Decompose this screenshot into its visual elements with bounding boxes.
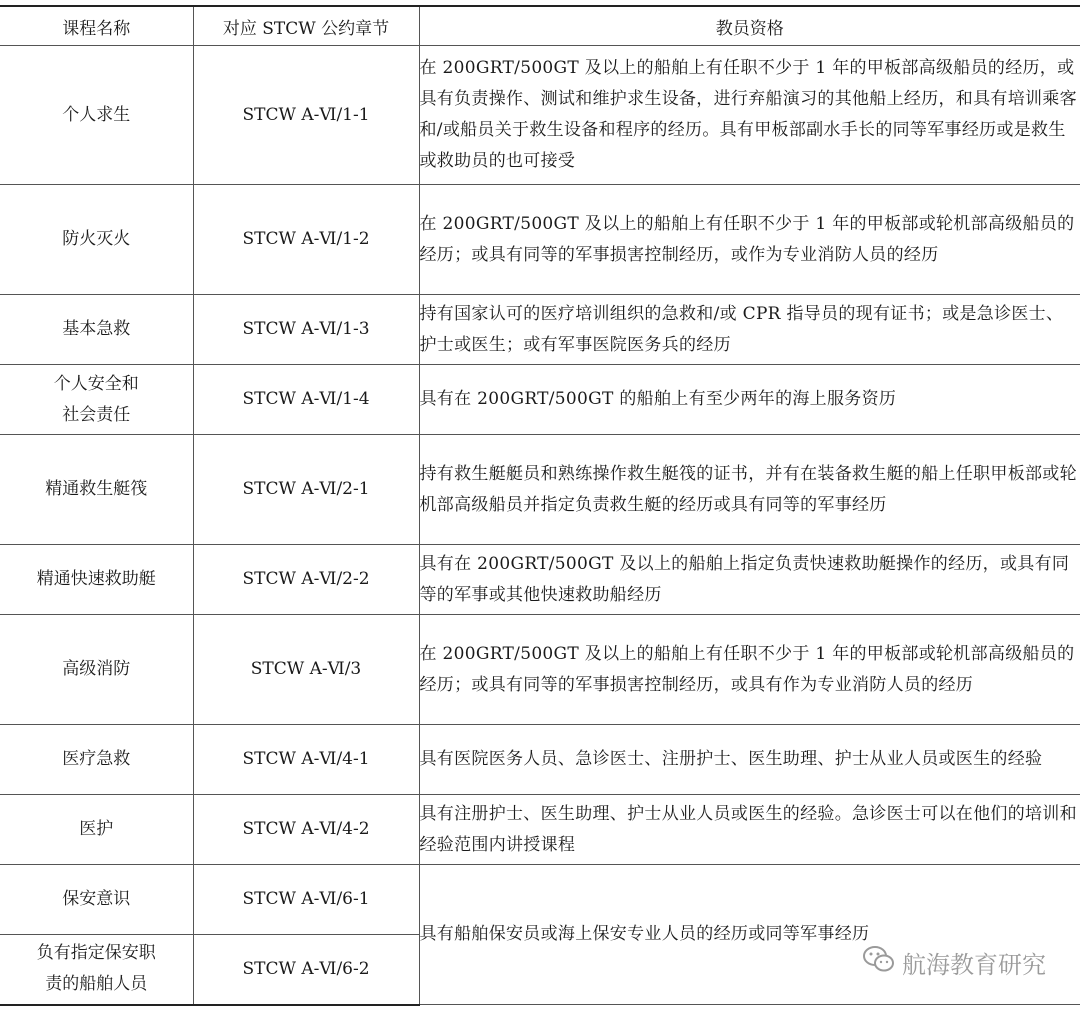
instructor-qualification: 具有在 200GRT/500GT 及以上的船舶上指定负责快速救助艇操作的经历，或具有同等的军事或其他快速救助船经历 <box>419 545 1080 615</box>
course-name: 精通救生艇筏 <box>0 435 193 545</box>
course-name: 医护 <box>0 795 193 865</box>
instructor-qualification: 具有船舶保安员或海上保安专业人员的经历或同等军事经历 <box>419 865 1080 1005</box>
course-name: 基本急救 <box>0 295 193 365</box>
course-name: 个人求生 <box>0 46 193 185</box>
table-row <box>0 615 1080 725</box>
instructor-qualification: 持有国家认可的医疗培训组织的急救和/或 CPR 指导员的现有证书；或是急诊医士、护士或医生；或有军事医院医务兵的经历 <box>419 295 1080 365</box>
course-name: 高级消防 <box>0 615 193 725</box>
course-name: 个人安全和社会责任 <box>0 365 193 435</box>
header-qualification: 教员资格 <box>419 6 1080 46</box>
instructor-qualification-table <box>0 5 1080 1006</box>
stcw-section: STCW A-Ⅵ/1-3 <box>193 295 419 365</box>
instructor-qualification: 在 200GRT/500GT 及以上的船舶上有任职不少于 1 年的甲板部或轮机部高级船员的经历；或具有同等的军事损害控制经历，或作为专业消防人员的经历 <box>419 185 1080 295</box>
stcw-section: STCW A-Ⅵ/3 <box>193 615 419 725</box>
stcw-section: STCW A-Ⅵ/2-2 <box>193 545 419 615</box>
stcw-section: STCW A-Ⅵ/6-2 <box>193 935 419 1005</box>
instructor-qualification: 持有救生艇艇员和熟练操作救生艇筏的证书，并有在装备救生艇的船上任职甲板部或轮机部高级船员并指定负责救生艇的经历或具有同等的军事经历 <box>419 435 1080 545</box>
table-row <box>0 185 1080 295</box>
instructor-qualification: 具有医院医务人员、急诊医士、注册护士、医生助理、护士从业人员或医生的经验 <box>419 725 1080 795</box>
table-row <box>0 295 1080 365</box>
course-name: 医疗急救 <box>0 725 193 795</box>
watermark-text: 航海教育研究 <box>902 950 1046 979</box>
stcw-section: STCW A-Ⅵ/1-2 <box>193 185 419 295</box>
instructor-qualification: 在 200GRT/500GT 及以上的船舶上有任职不少于 1 年的甲板部或轮机部高级船员的经历；或具有同等的军事损害控制经历，或具有作为专业消防人员的经历 <box>419 615 1080 725</box>
wechat-watermark <box>862 944 1046 980</box>
table-row <box>0 435 1080 545</box>
instructor-qualification: 具有注册护士、医生助理、护士从业人员或医生的经验。急诊医士可以在他们的培训和经验范围内讲授课程 <box>419 795 1080 865</box>
table-body <box>0 46 1080 1005</box>
course-name: 防火灭火 <box>0 185 193 295</box>
table-row <box>0 865 1080 935</box>
stcw-section: STCW A-Ⅵ/2-1 <box>193 435 419 545</box>
stcw-section: STCW A-Ⅵ/6-1 <box>193 865 419 935</box>
stcw-section: STCW A-Ⅵ/4-1 <box>193 725 419 795</box>
instructor-qualification: 具有在 200GRT/500GT 的船舶上有至少两年的海上服务资历 <box>419 365 1080 435</box>
table-row <box>0 725 1080 795</box>
stcw-section: STCW A-Ⅵ/4-2 <box>193 795 419 865</box>
table-header <box>0 6 1080 46</box>
stcw-section: STCW A-Ⅵ/1-4 <box>193 365 419 435</box>
course-name: 精通快速救助艇 <box>0 545 193 615</box>
header-row <box>0 6 1080 46</box>
header-section: 对应 STCW 公约章节 <box>193 6 419 46</box>
table-row <box>0 46 1080 185</box>
stcw-section: STCW A-Ⅵ/1-1 <box>193 46 419 185</box>
table-row <box>0 795 1080 865</box>
table-row <box>0 365 1080 435</box>
instructor-qualification: 在 200GRT/500GT 及以上的船舶上有任职不少于 1 年的甲板部高级船员的经历，或具有负责操作、测试和维护求生设备，进行弃船演习的其他船上经历，和具有培训乘客和/或船员关于救生设备和程序的经历。具有甲板部副水手长的同等军事经历或是救生或救助员的也可接受 <box>419 46 1080 185</box>
wechat-icon <box>862 944 896 980</box>
table-row <box>0 545 1080 615</box>
course-name: 负有指定保安职责的船舶人员 <box>0 935 193 1005</box>
header-course: 课程名称 <box>0 6 193 46</box>
course-name: 保安意识 <box>0 865 193 935</box>
